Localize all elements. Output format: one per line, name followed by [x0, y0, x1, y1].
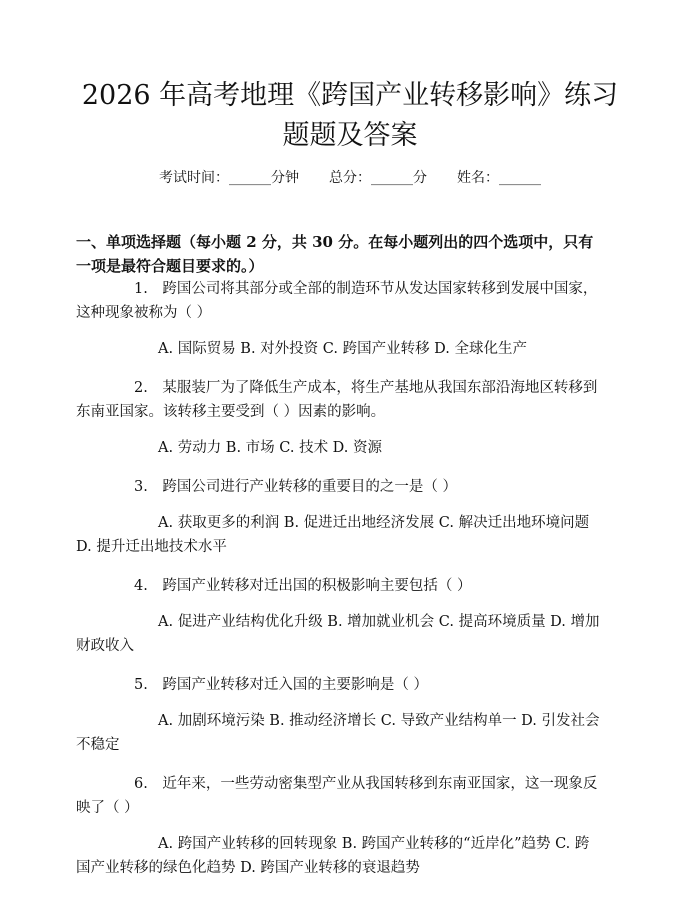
- question-4: [76, 574, 600, 658]
- question-options: A. 加剧环境污染 B. 推动经济增长 C. 导致产业结构单一 D. 引发社会不稳定: [76, 713, 600, 753]
- exam-info: [0, 168, 700, 188]
- question-3: [76, 475, 600, 559]
- question-5: [76, 673, 600, 757]
- question-2: [76, 376, 600, 460]
- exam-name: 姓名：______: [457, 170, 541, 186]
- section-heading: 一、单项选择题（每小题 2 分，共 30 分。在每小题列出的四个选项中，只有一项是最符合题目要求的。）: [76, 233, 594, 275]
- question-1: [76, 277, 600, 361]
- question-list: [76, 277, 600, 895]
- question-6: [76, 772, 600, 880]
- question-options: A. 劳动力 B. 市场 C. 技术 D. 资源: [158, 440, 383, 456]
- question-stem: 2. 某服装厂为了降低生产成本，将生产基地从我国东部沿海地区转移到东南亚国家。该转移主要受到（ ）因素的影响。: [76, 380, 598, 420]
- question-stem: 5. 跨国产业转移对迁入国的主要影响是（ ）: [134, 677, 428, 693]
- question-options: A. 跨国产业转移的回转现象 B. 跨国产业转移的“近岸化”趋势 C. 跨国产业转移的绿色化趋势 D. 跨国产业转移的衰退趋势: [76, 836, 590, 876]
- question-options: A. 国际贸易 B. 对外投资 C. 跨国产业转移 D. 全球化生产: [158, 341, 528, 357]
- question-stem: 3. 跨国公司进行产业转移的重要目的之一是（ ）: [134, 479, 457, 495]
- page-title: [0, 76, 700, 156]
- exam-time: 考试时间：______分钟: [159, 170, 299, 186]
- question-stem: 4. 跨国产业转移对迁出国的积极影响主要包括（ ）: [134, 578, 472, 594]
- question-stem: 6. 近年来，一些劳动密集型产业从我国转移到东南亚国家，这一现象反映了（ ）: [76, 776, 598, 816]
- question-options: A. 获取更多的利润 B. 促进迁出地经济发展 C. 解决迁出地环境问题 D. 提升迁出地技术水平: [76, 515, 590, 555]
- question-stem: 1. 跨国公司将其部分或全部的制造环节从发达国家转移到发展中国家，这种现象被称为（ ）: [76, 281, 598, 321]
- title-line-2: 题题及答案: [282, 120, 418, 151]
- question-options: A. 促进产业结构优化升级 B. 增加就业机会 C. 提高环境质量 D. 增加财政收入: [76, 614, 600, 654]
- title-line-1: 2026 年高考地理《跨国产业转移影响》练习: [81, 80, 619, 111]
- exam-total-score: 总分：______分: [329, 170, 427, 186]
